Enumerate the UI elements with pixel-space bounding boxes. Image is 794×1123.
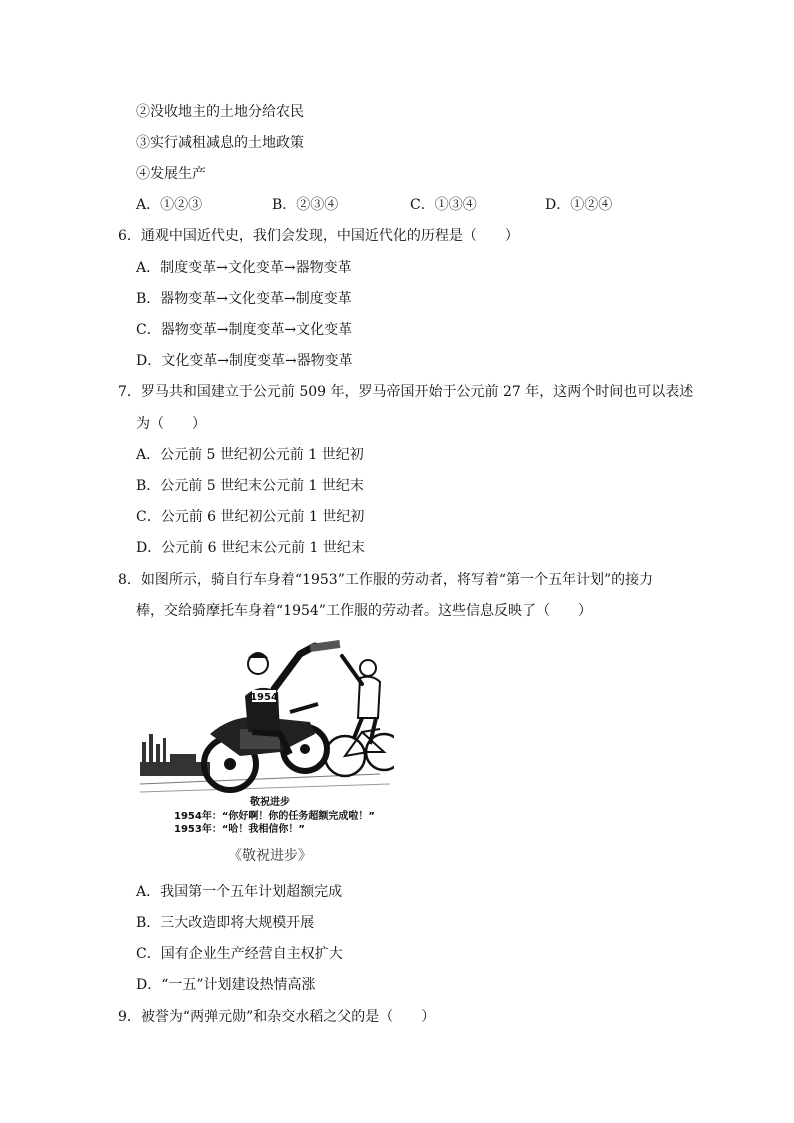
jersey-1954: 1954 <box>250 692 278 703</box>
q5-choice-c: C．①③④ <box>410 197 477 213</box>
q7-option-b: B．公元前 5 世纪末公元前 1 世纪末 <box>136 478 364 494</box>
q8-option-c: C．国有企业生产经营自主权扩大 <box>136 946 343 962</box>
q7-stem-line2: 为（ ） <box>136 416 206 432</box>
cyclist-1953 <box>342 656 380 744</box>
item-3: ③实行减租减息的土地政策 <box>136 135 304 151</box>
item-2: ②没收地主的土地分给农民 <box>136 104 304 120</box>
factory-silhouette <box>140 734 210 776</box>
q8-stem-line2: 棒，交给骑摩托车身着“1954”工作服的劳动者。这些信息反映了（ ） <box>136 603 592 619</box>
q8-option-a: A．我国第一个五年计划超额完成 <box>136 884 343 900</box>
bicycle <box>325 729 394 776</box>
q6-option-c: C．器物变革→制度变革→文化变革 <box>136 322 353 338</box>
q6-option-a: A．制度变革→文化变革→器物变革 <box>136 260 352 276</box>
item-4: ④发展生产 <box>136 166 206 182</box>
q9-stem: 9．被誉为“两弹元勋”和杂交水稻之父的是（ ） <box>118 1009 436 1025</box>
q6-option-d: D．文化变革→制度变革→器物变革 <box>136 353 353 369</box>
relay-cartoon-image <box>140 634 394 870</box>
q7-option-d: D．公元前 6 世纪末公元前 1 世纪末 <box>136 540 365 556</box>
q6-option-b: B．器物变革→文化变革→制度变革 <box>136 291 352 307</box>
q8-option-d: D．“一五”计划建设热情高涨 <box>136 977 316 993</box>
caption-title: 敬祝进步 <box>250 797 290 808</box>
relay-cartoon-figure <box>140 634 394 870</box>
q7-option-c: C．公元前 6 世纪初公元前 1 世纪初 <box>136 509 365 525</box>
q5-choice-a: A．①②③ <box>136 197 203 213</box>
q6-stem: 6．通观中国近代史，我们会发现，中国近代化的历程是（ ） <box>118 228 519 244</box>
relay-baton <box>310 640 341 652</box>
q5-choice-d: D．①②④ <box>545 197 613 213</box>
q7-option-a: A．公元前 5 世纪初公元前 1 世纪初 <box>136 447 364 463</box>
q8-stem-line1: 8．如图所示，骑自行车身着“1953”工作服的劳动者，将写着“第一个五年计划”的接力 <box>118 572 654 588</box>
q5-choice-b: B．②③④ <box>272 197 339 213</box>
q8-option-b: B．三大改造即将大规模开展 <box>136 915 315 931</box>
caption-line-1953: 1953年：“哈！我相信你！” <box>174 824 305 835</box>
figure-title: 《敬祝进步》 <box>228 848 312 864</box>
q7-stem-line1: 7．罗马共和国建立于公元前 509 年，罗马帝国开始于公元前 27 年，这两个时间也可以表述 <box>118 384 694 400</box>
caption-line-1954: 1954年：“你好啊！你的任务超额完成啦！” <box>174 811 375 822</box>
